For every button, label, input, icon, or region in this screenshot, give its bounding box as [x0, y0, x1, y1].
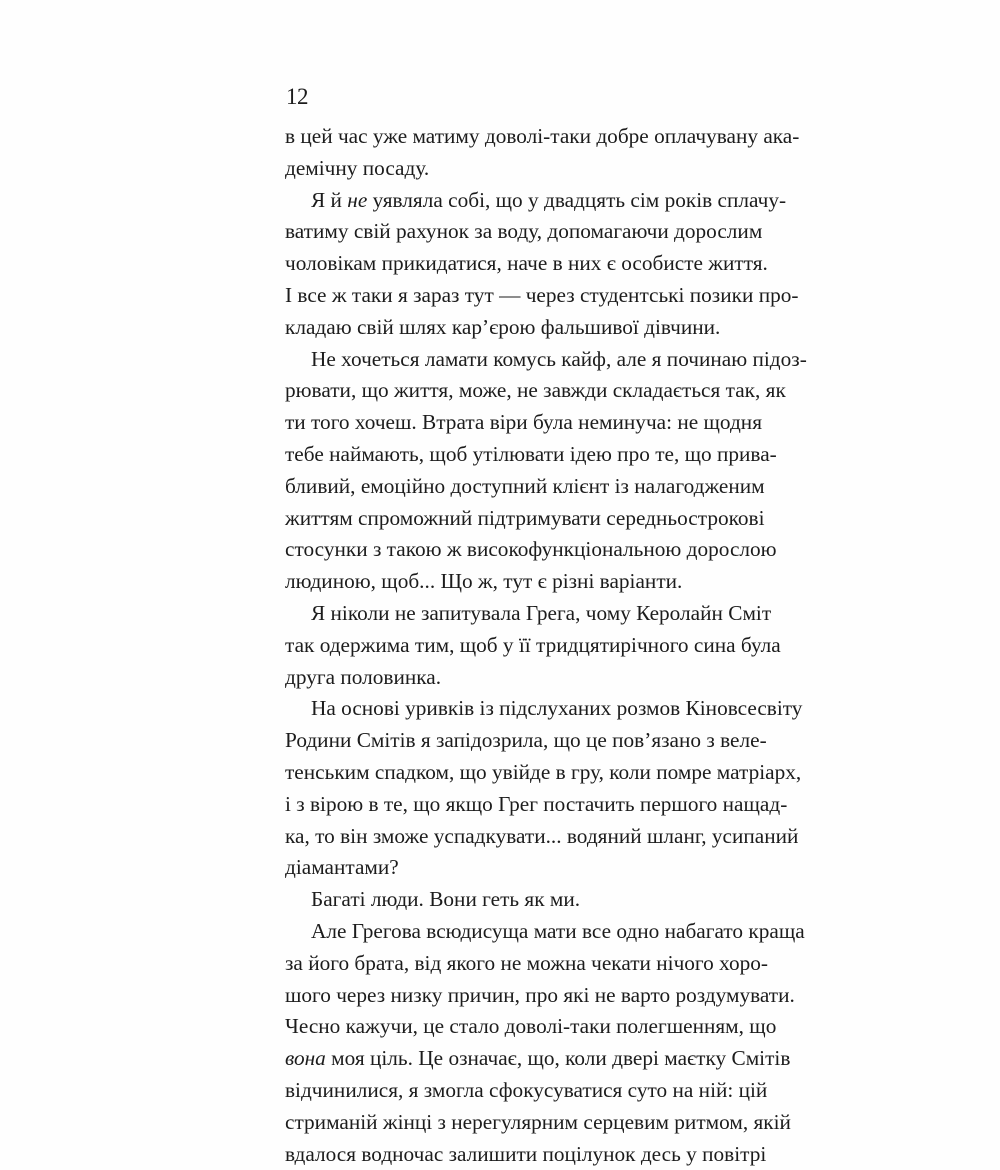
text-line: Родини Смітів я запідозрила, що це пов’язано з веле-: [285, 725, 738, 757]
text-line: Чесно кажучи, це стало доволі-таки полегшенням, що: [285, 1011, 738, 1043]
text-line: тебе наймають, щоб утілювати ідею про те, що прива-: [285, 439, 738, 471]
text-line: в цей час уже матиму доволі-таки добре оплачувану ака-: [285, 121, 738, 153]
emphasis: вона: [285, 1046, 326, 1070]
text-line: так одержима тим, щоб у її тридцятирічного сина була: [285, 630, 738, 662]
text-span: моя ціль. Це означає, що, коли двері маєтку Смітів: [326, 1046, 791, 1070]
text-line: бливий, емоційно доступний клієнт із налагодженим: [285, 471, 738, 503]
body-text: [285, 121, 738, 1170]
text-line: діамантами?: [285, 852, 738, 884]
text-line: кладаю свій шлях кар’єрою фальшивої дівчини.: [285, 312, 738, 344]
page-number: 12: [286, 82, 308, 112]
text-line: Я ніколи не запитувала Грега, чому Керолайн Сміт: [285, 598, 738, 630]
text-line: рювати, що життя, може, не завжди складається так, як: [285, 375, 738, 407]
text-line: відчинилися, я змогла сфокусуватися суто на ній: цій: [285, 1075, 738, 1107]
text-line: життям спроможний підтримувати середньострокові: [285, 503, 738, 535]
text-line: стосунки з такою ж високофункціональною дорослою: [285, 534, 738, 566]
text-line: стриманій жінці з нерегулярним серцевим ритмом, якій: [285, 1107, 738, 1139]
text-line: ватиму свій рахунок за воду, допомагаючи дорослим: [285, 216, 738, 248]
text-line: [285, 185, 738, 217]
text-line: ти того хочеш. Втрата віри була неминуча: не щодня: [285, 407, 738, 439]
text-span: уявляла собі, що у двадцять сім років сплачу-: [367, 188, 786, 212]
text-line: Багаті люди. Вони геть як ми.: [285, 884, 738, 916]
text-line: шого через низку причин, про які не варто роздумувати.: [285, 980, 738, 1012]
text-line: і з вірою в те, що якщо Грег постачить першого нащад-: [285, 789, 738, 821]
text-line: друга половинка.: [285, 662, 738, 694]
text-line: І все ж таки я зараз тут — через студентські позики про-: [285, 280, 738, 312]
text-line: Не хочеться ламати комусь кайф, але я починаю підоз-: [285, 344, 738, 376]
text-line: На основі уривків із підслуханих розмов Кіновсесвіту: [285, 693, 738, 725]
text-line: ка, то він зможе успадкувати... водяний шланг, усипаний: [285, 821, 738, 853]
text-line: чоловікам прикидатися, наче в них є особисте життя.: [285, 248, 738, 280]
text-line: Але Грегова всюдисуща мати все одно набагато краща: [285, 916, 738, 948]
text-span: Я й: [311, 188, 347, 212]
text-line: вдалося водночас залишити поцілунок десь у повітрі: [285, 1139, 738, 1170]
text-line: тенським спадком, що увійде в гру, коли помре матріарх,: [285, 757, 738, 789]
text-line: [285, 1043, 738, 1075]
text-line: людиною, щоб... Що ж, тут є різні варіанти.: [285, 566, 738, 598]
text-line: демічну посаду.: [285, 153, 738, 185]
text-line: за його брата, від якого не можна чекати нічого хоро-: [285, 948, 738, 980]
emphasis: не: [347, 188, 367, 212]
